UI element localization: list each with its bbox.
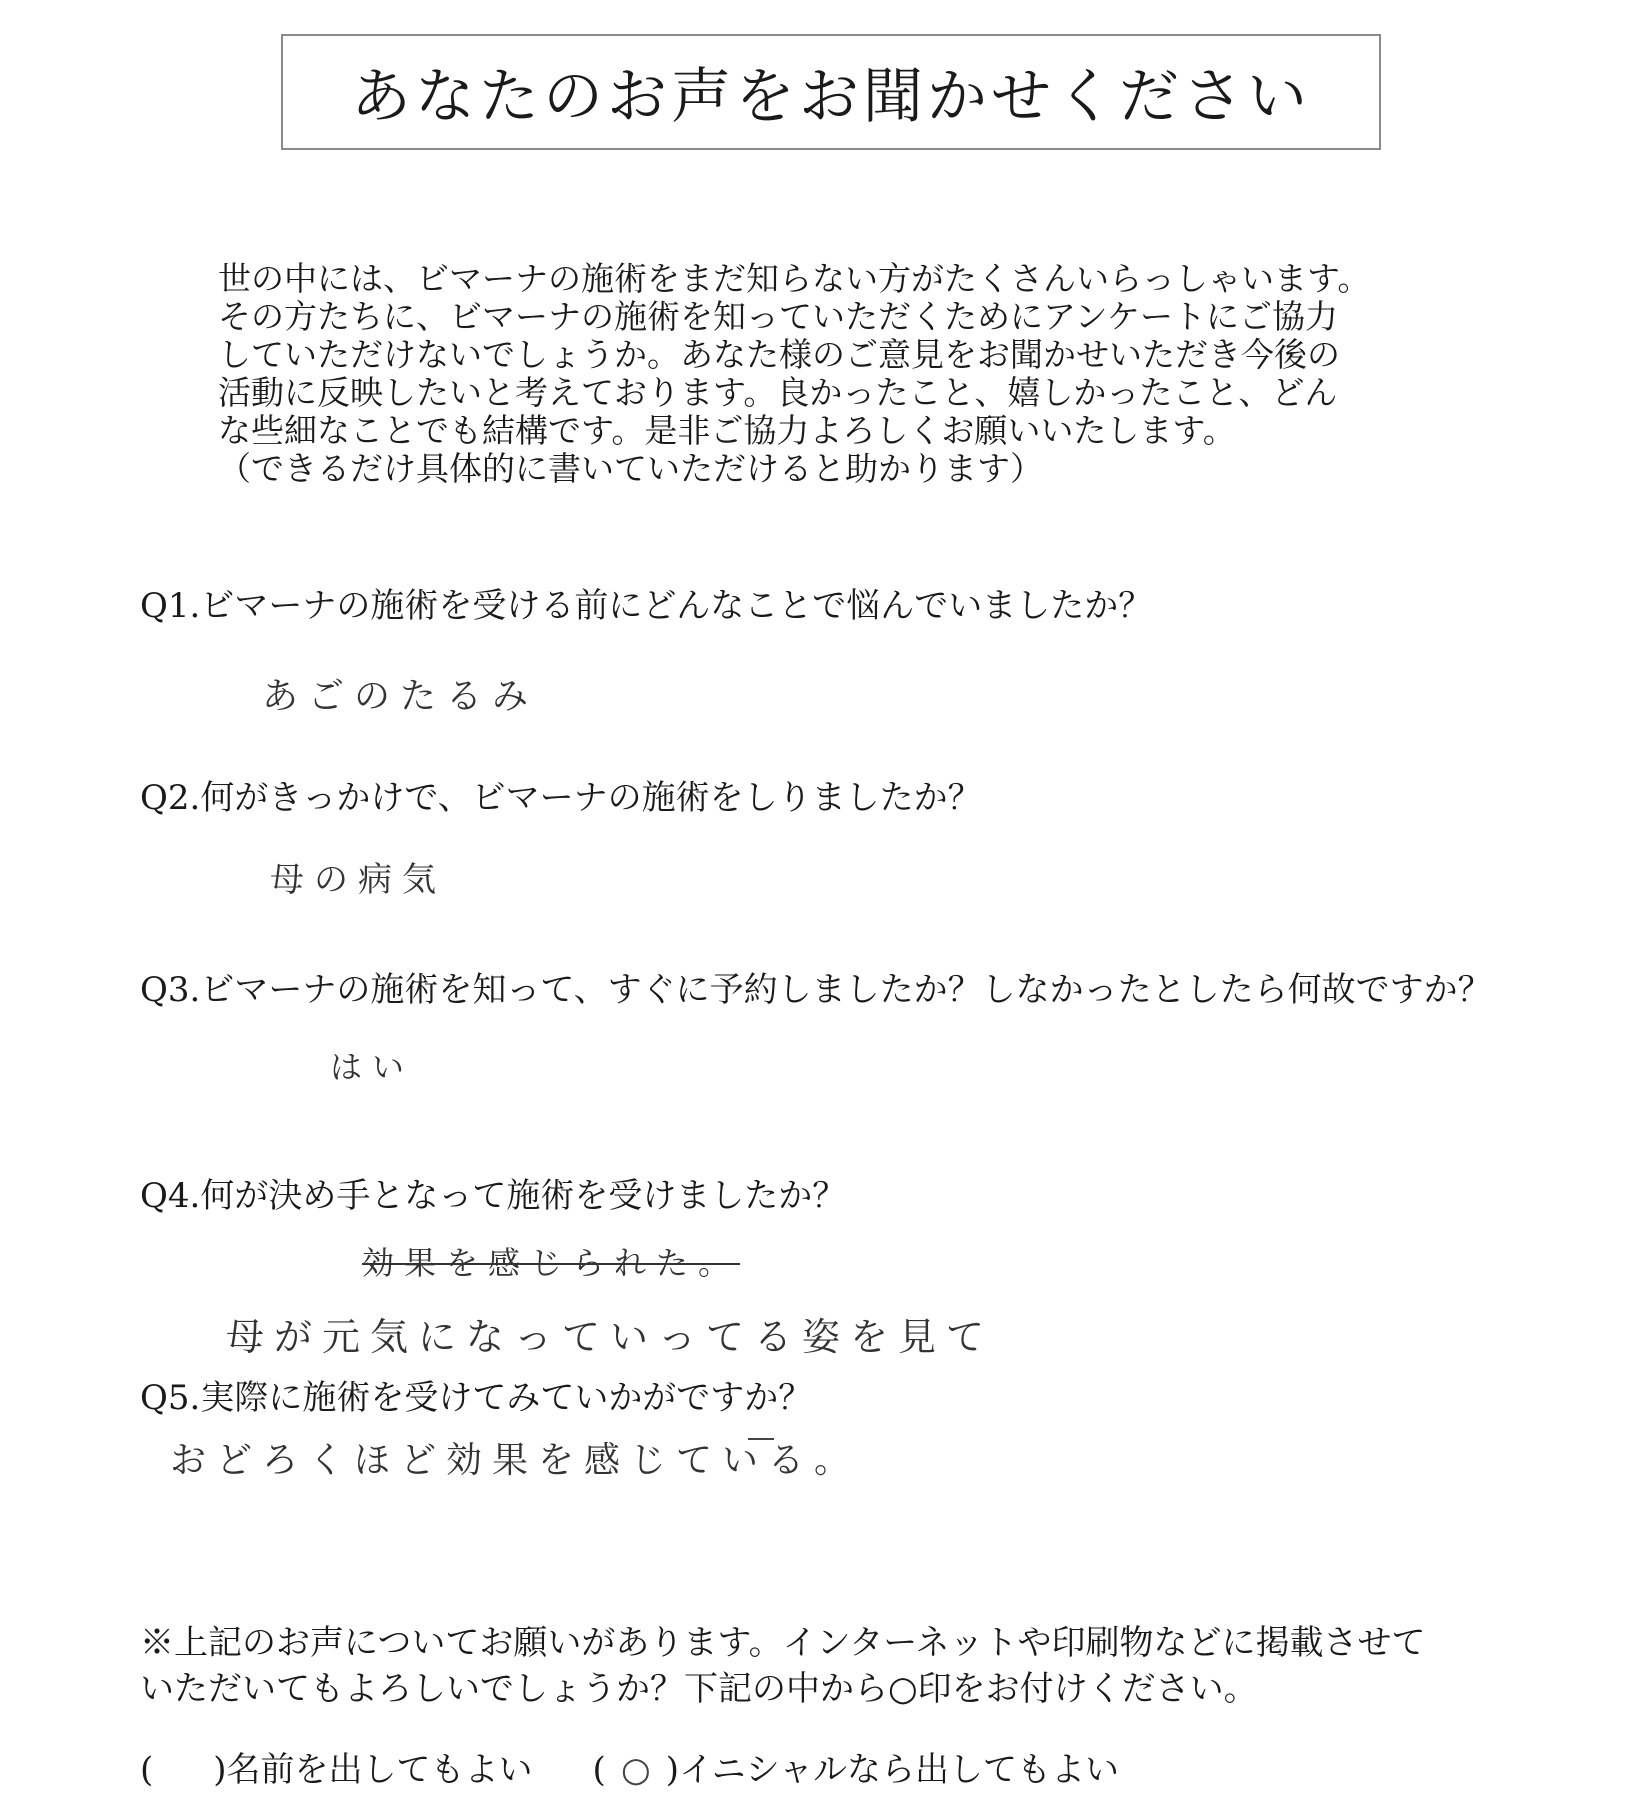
page-title: あなたのお声をお聞かせください [351, 62, 1311, 132]
answer-3: はい [330, 1048, 415, 1086]
intro-line: していただけないでしょうか。あなた様のご意見をお聞かせいただき今後の [218, 335, 1340, 374]
intro-line: な些細なことでも結構です。是非ご協力よろしくお願いいたします。 [218, 411, 1236, 450]
title-box [281, 34, 1381, 150]
question-1: Q1.ビマーナの施術を受ける前にどんなことで悩んでいましたか？ [140, 586, 1153, 626]
question-3: Q3.ビマーナの施術を知って、すぐに予約しましたか？しなかったとしたら何故ですか？ [140, 970, 1492, 1010]
consent-note [140, 1620, 1540, 1712]
option-label: 名前を出してもよい [226, 1750, 533, 1790]
question-4: Q4.何が決め手となって施術を受けましたか？ [140, 1176, 847, 1216]
question-5: Q5.実際に施術を受けてみていかがですか？ [140, 1378, 813, 1418]
option-label: イニシャルなら出してもよい [679, 1750, 1120, 1790]
intro-line: （できるだけ具体的に書いていただけると助かります） [218, 449, 1043, 488]
intro-line: その方たちに、ビマーナの施術を知っていただくためにアンケートにご協力 [218, 297, 1339, 336]
consent-option-name[interactable]: ( )名前を出してもよい [140, 1750, 533, 1790]
intro-line: 世の中には、ビマーナの施術をまだ知らない方がたくさんいらっしゃいます。 [218, 259, 1371, 298]
note-line: ※上記のお声についてお願いがあります。インターネットや印刷物などに掲載させて [140, 1623, 1426, 1663]
answer-4: 母が元気になっていってる姿を見て [226, 1315, 995, 1359]
answer-4-struck: 効果を感じられた。 [362, 1244, 741, 1282]
intro-paragraph [218, 260, 1478, 488]
answer-1: あごのたるみ [262, 676, 539, 717]
circle-mark-icon: ○ [620, 1750, 651, 1790]
consent-option-initial[interactable]: ( ○ )イニシャルなら出してもよい [592, 1750, 1120, 1790]
handwritten-dash [748, 1438, 774, 1440]
answer-5: おどろくほど効果を感じている。 [170, 1440, 861, 1481]
consent-options [140, 1742, 1119, 1791]
question-2: Q2.何がきっかけで、ビマーナの施術をしりましたか？ [140, 778, 982, 818]
intro-line: 活動に反映したいと考えております。良かったこと、嬉しかったこと、どん [218, 373, 1338, 412]
note-line: いただいてもよろしいでしょうか？下記の中から○印をお付けください。 [140, 1669, 1258, 1709]
answer-2: 母の病気 [270, 860, 446, 900]
